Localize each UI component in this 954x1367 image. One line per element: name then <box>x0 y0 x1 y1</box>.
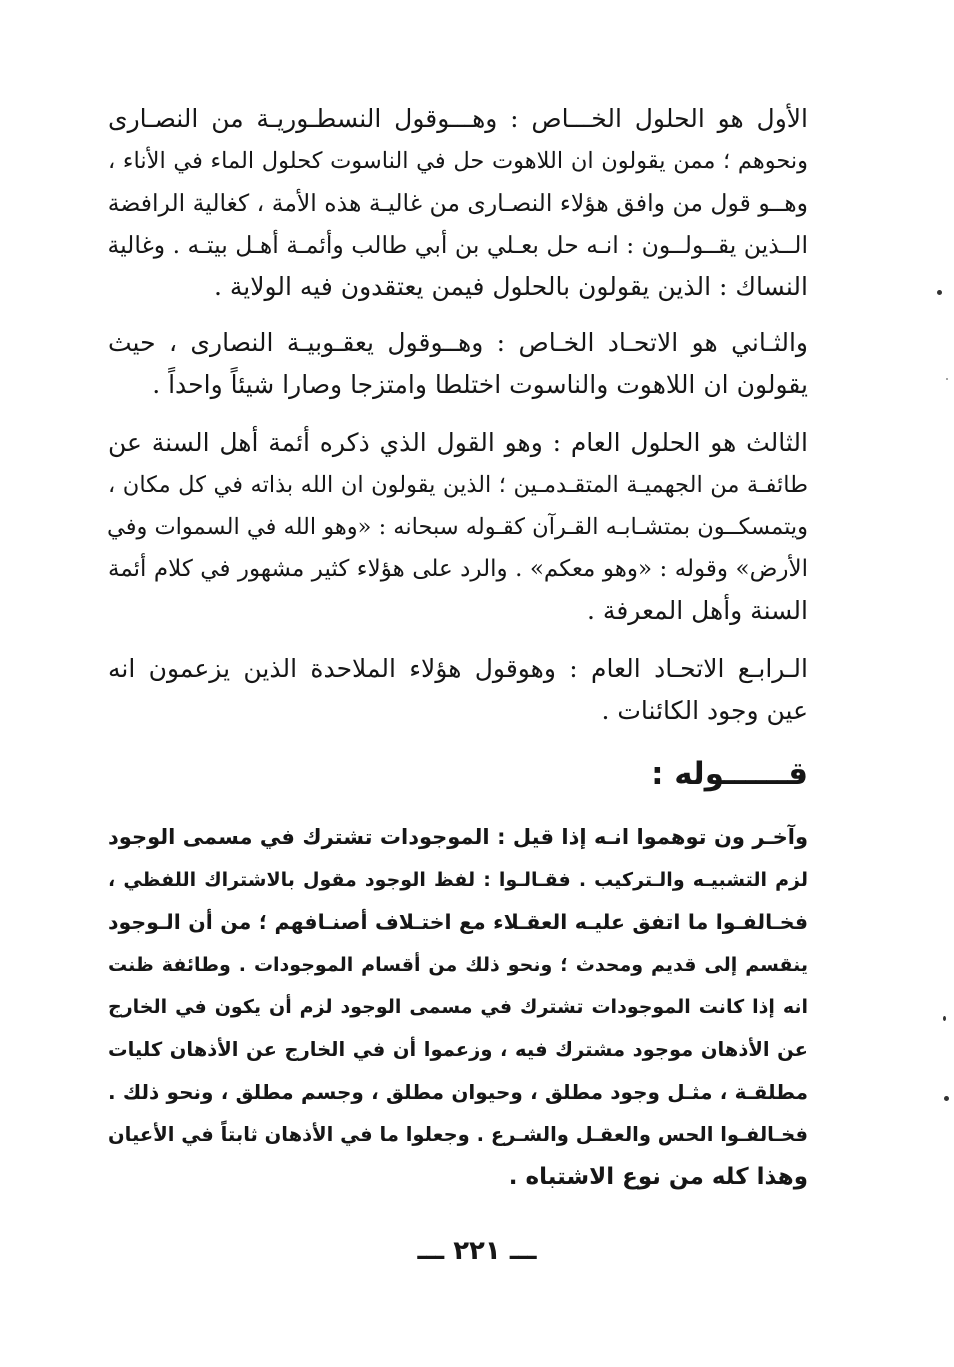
text-line: وهــو قول من وافق هؤلاء النصـارى من غاليـة هذه الأمة ، كغالية الرافضة <box>107 189 808 217</box>
text-line: عين وجود الكائنات . <box>601 696 808 725</box>
text-line: طائفـة من الجهميـة المتقـدمـين ؛ الذين يقولون ان الله بذاته في كل مكان ، <box>108 472 808 498</box>
text-line: وهذا كله من نوع الاشتباه . <box>508 1164 808 1190</box>
scan-speck <box>946 378 948 380</box>
text-line: الأول هو الحلول الخـــاص : وهـــوقول النسطـوريـة من النصـارى <box>108 104 808 133</box>
text-line: فخـالفـوا ما اتفق عليـه العقـلاء مع اختـلاف أصنـافهم ؛ من أن الـوجود <box>108 910 808 934</box>
text-line: ونحوهم ؛ ممن يقولون ان اللاهوت حل في الناسوت كحلول الماء في الأناء ، <box>108 148 808 174</box>
paragraph-third-type <box>108 422 808 632</box>
text-line: الثالث هو الحلول العام : وهو القول الذي ذكره أئمة أهل السنة عن <box>108 428 808 457</box>
bold-quote-paragraph <box>108 816 808 1199</box>
text-line: لزم التشبيـه والـتركيب . فقـالـوا : لفظ الوجود مقول بالاشتراك اللفظي ، <box>108 868 808 891</box>
text-line: الــذين يقــولــون : انـه حل بعـلي بن أبي طالب وأئمـة أهـل بيتـه . وغالية <box>107 231 808 259</box>
paragraph-fourth-type <box>108 648 808 732</box>
text-line: الأرض» وقوله : «وهو معكم» . والرد على هؤلاء كثير مشهور في كلام أئمة <box>108 556 808 582</box>
text-line: وآخـر ون توهموا انـه إذا قيل : الموجودات تشترك في مسمى الوجود <box>108 825 808 849</box>
text-line: الـرابـع الاتحـاد العام : وهوقول هؤلاء الملاحدة الذين يزعمون انه <box>108 654 808 683</box>
text-line: النساك : الذين يقولون بالحلول فيمن يعتقدون فيه الولاية . <box>213 272 808 301</box>
text-line: فخـالفـوا الحس والعقـل والشـرع . وجعلوا ما في الأذهان ثابتاً في الأعيان <box>108 1122 808 1146</box>
text-line: السنة وأهل المعرفة . <box>587 596 808 625</box>
section-heading: قــــــوله : <box>651 756 808 792</box>
paragraph-second-type <box>108 322 808 406</box>
scan-speck <box>944 1096 949 1101</box>
text-line: يقولون ان اللاهوت والناسوت اختلطا وامتزجا وصارا شيئاً واحداً . <box>152 370 808 399</box>
paragraph-first-type <box>108 98 808 308</box>
page-body <box>108 98 808 1199</box>
page-number: ـــ ٢٢١ ـــ <box>417 1236 537 1266</box>
text-line: عن الأذهان موجود مشترك فيه ، وزعموا أن في الخارج عن الأذهان كليات <box>108 1037 808 1061</box>
text-line: ويتمسكــون بمتشـابـه القـرآن كقـوله سبحانه : «وهو الله في السموات وفي <box>106 514 808 540</box>
text-line: انه إذا كانت الموجودات تشترك في مسمى الوجود لزم أن يكون في الخارج <box>108 996 808 1018</box>
text-line: والثـاني هو الاتحـاد الخـاص : وهــوقول يعقـوبيـة النصارى ، حيث <box>108 328 808 357</box>
scan-speck <box>943 1016 946 1021</box>
scan-speck <box>937 290 942 295</box>
text-line: مطلقـة ، مثـل وجود مطلق ، وحيوان مطلق ، وجسم مطلق ، ونحو ذلك . <box>108 1080 808 1104</box>
text-line: ينقسم إلى قديم ومحدث ؛ ونحو ذلك من أقسام الموجودات . وطائفة ظنت <box>108 953 808 976</box>
